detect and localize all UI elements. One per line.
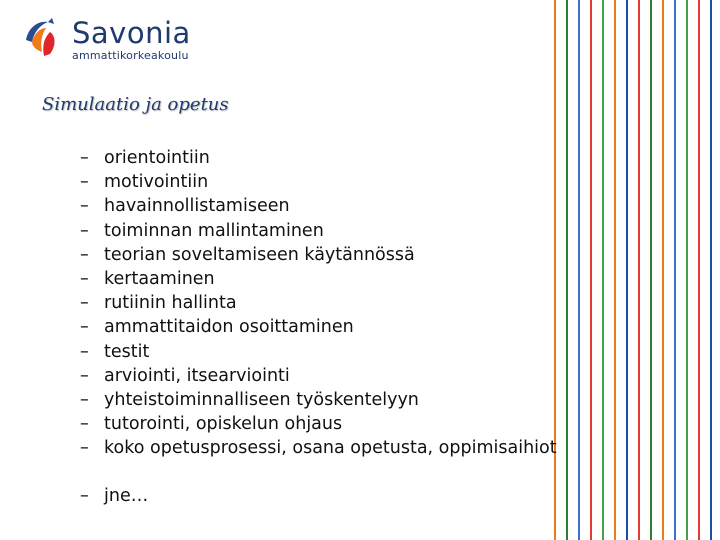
bullet-item	[80, 388, 557, 412]
decorative-stripe	[602, 0, 604, 540]
bullet-item	[80, 412, 557, 436]
bullet-item	[80, 315, 557, 339]
bullet-dash: –	[80, 196, 89, 217]
decorative-stripe	[626, 0, 628, 540]
bullet-dash: –	[80, 414, 89, 435]
bullet-text: rutiinin hallinta	[104, 293, 237, 314]
decorative-stripe	[698, 0, 700, 540]
extra-bullet-text: jne…	[104, 486, 149, 506]
bullet-dash: –	[80, 317, 89, 338]
bullet-item	[80, 291, 557, 315]
bullet-item	[80, 194, 557, 218]
decorative-stripe	[710, 0, 712, 540]
bullet-text: ammattitaidon osoittaminen	[104, 317, 354, 338]
bullet-dash: –	[80, 438, 89, 459]
decorative-stripes	[550, 0, 720, 540]
bullet-dash: –	[80, 268, 89, 289]
decorative-stripe	[566, 0, 568, 540]
bullet-item	[80, 364, 557, 388]
decorative-stripe	[650, 0, 652, 540]
bullet-text: orientointiin	[104, 148, 210, 168]
logo-subtitle: ammattikorkeakoulu	[72, 49, 189, 62]
bullet-text: arviointi, itsearviointi	[104, 365, 290, 386]
bullet-list	[80, 146, 557, 460]
bullet-item	[80, 170, 557, 194]
decorative-stripe	[662, 0, 664, 540]
decorative-stripe	[578, 0, 580, 540]
savonia-logo	[22, 16, 192, 62]
bullet-text: tutorointi, opiskelun ohjaus	[104, 414, 343, 435]
bullet-dash: –	[80, 244, 89, 265]
bullet-text: motivointiin	[104, 172, 209, 193]
bullet-dash: –	[80, 148, 89, 168]
decorative-stripe	[674, 0, 676, 540]
bullet-dash: –	[80, 365, 89, 386]
extra-bullet	[80, 484, 148, 508]
savonia-emblem-icon	[22, 16, 68, 62]
bullet-dash: –	[80, 341, 89, 362]
bullet-dash: –	[80, 172, 89, 193]
bullet-text: kertaaminen	[104, 268, 215, 289]
bullet-text: toiminnan mallintaminen	[104, 220, 324, 241]
bullet-text: koko opetusprosessi, osana opetusta, oppimisaihiot	[104, 438, 557, 459]
bullet-item	[80, 219, 557, 243]
bullet-dash: –	[80, 220, 89, 241]
bullet-text: havainnollistamiseen	[104, 196, 290, 217]
decorative-stripe	[614, 0, 616, 540]
decorative-stripe	[590, 0, 592, 540]
bullet-item	[80, 267, 557, 291]
bullet-text: teorian soveltamiseen käytännössä	[104, 244, 415, 265]
bullet-dash: –	[80, 293, 89, 314]
bullet-item	[80, 436, 557, 460]
decorative-stripe	[686, 0, 688, 540]
bullet-text: yhteistoiminnalliseen työskentelyyn	[104, 389, 419, 410]
bullet-item	[80, 243, 557, 267]
decorative-stripe	[638, 0, 640, 540]
logo-name: Savonia	[72, 16, 191, 50]
bullet-item	[80, 340, 557, 364]
bullet-dash: –	[80, 389, 89, 410]
bullet-item	[80, 146, 557, 170]
slide-title: Simulaatio ja opetus	[42, 94, 229, 115]
bullet-dash: –	[80, 486, 89, 506]
bullet-text: testit	[104, 341, 150, 362]
